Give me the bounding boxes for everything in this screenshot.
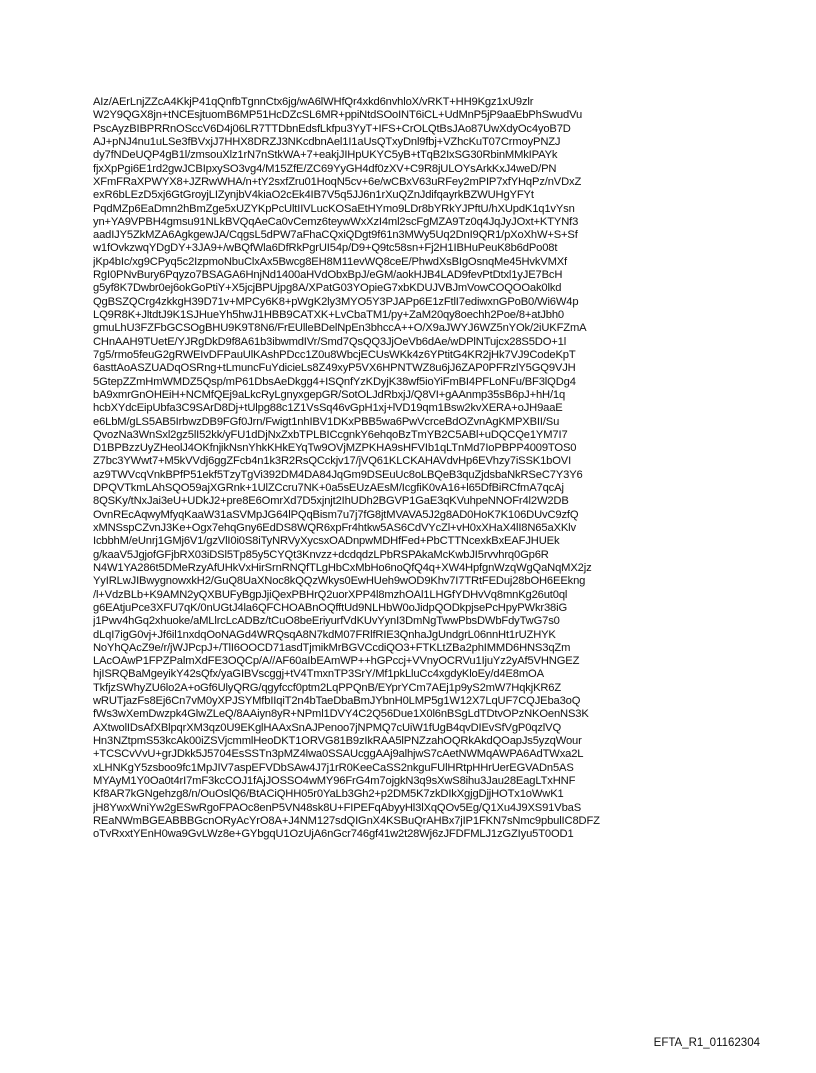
text-line: REaNWmBGEABBBGcnORyAcYrO8A+J4NM127sdQIGnX4KSBuQrAHBx7jIP1FKN7sNmc9pbulIC8DFZ <box>93 814 600 827</box>
text-line: TkfjzSWhyZU6lo2A+oGf6UlyQRG/qgyfccf0ptm2LqPPQnB/EYprYCm7AEj1p9yS2mW7HqkjKR6Z <box>93 681 562 694</box>
text-line: 5GtepZZmHmWMDZ5Qsp/mP61DbsAeDkgg4+ISQnfYzKDyjK38wf5ioYiFmBI4PFLoNFu/BF3lQDg4 <box>93 375 576 388</box>
text-line: dLqI7igG0vj+Jf6il1nxdqOoNAGd4WRQsqA8N7kdM07FRlfRIE3QnhaJgUndgrL06nnHt1rUZHYK <box>93 628 556 641</box>
text-line: 6asttAoASZUADqOSRng+tLmuncFuYdicieLs8Z49xyP5VX6HPNTWZ8u6jJ6ZAP0PFRzlY5GQ9VJH <box>93 362 576 375</box>
text-line: LQ9R8K+JltdtJ9K1SJHueYh5hwJ1HBB9CATXK+LvCbaTM1/py+ZaM20qy8oechh2Poe/8+atJbh0 <box>93 309 564 321</box>
text-line: AXtwolIDsAfXBlpqrXM3qz0U9EKglHAAxSnAJPenoo7jNPMQ7cUiW1fUgB4qvDIEvSfVgP0qzlVQ <box>93 721 561 734</box>
text-line: xMNSspCZvnJ3Ke+Ogx7ehqGny6EdDS8WQR6xpFr4htkw5AS6CdVYcZl+vH0xXHaX4lI8N65aXKlv <box>93 522 576 534</box>
text-line: w1fOvkzwqYDgDY+3JA9+/wBQfWla6DfRkPgrUI54p/D9+Q9tc58sn+Fj2H1IBHuPeuK8b6dPo08t <box>93 242 558 255</box>
text-line: az9TWVcqVnkBPfP51ekf5TzyTgVi392DM4DA84JqGm9DSEuUc8oLBQeB3quZjdsbaNkRSeC7Y3Y6 <box>93 468 583 481</box>
text-line: DPQVTkmLAhSQO59ajXGRnk+1UlZCcru7NK+0a5sEUzAEsM/IcgfiK0vA16+l65DfBiRCfmA7qcAj <box>93 482 564 495</box>
text-line: aadIJY5ZkMZA6AgkgewJA/CqgsL5dPW7aFhaCQxiQDgt9f61n3MWy5Uq2DnI9QR1/pXoXhW+S+Sf <box>93 229 578 242</box>
text-line: bA9xmrGnOHEiH+NCMfQEj9aLkcRyLgnyxgepGR/SotOLJdRbxjJ/Q8VI+gAAnmp35sB6pJ+hH/1q <box>93 388 566 401</box>
text-line: g6EAtjuPce3XFU7qK/0nUGtJ4la6QFCHOABnOQfftUd9NLHbW0oJidpQODkpjsePcHpyPWkr38iG <box>93 601 567 614</box>
text-line: wRUTjazFs8Ej6Cn7vM0yXPJSYMfbIIqiT2n4bTaeDbaBmJYbnH0LMP5g1W12X7LqUF7CQJEba3oQ <box>93 695 581 708</box>
text-line: jKp4bIc/xg9CPyq5c2IzpmoNbuClxAx5Bwcg8EH8M11evWQ8ceE/PhwdXsBIgOsnqMe45HvkVMXf <box>93 255 568 268</box>
text-line: RgI0PNvBury6Pqyzo7BSAGA6HnjNd1400aHVdObxBpJ/eGM/aokHJB4LAD9fevPtDtxl1yJE7BcH <box>93 269 563 282</box>
text-line: dy7fNDeUQP4gB1l/zmsouXlz1rN7nStkWA+7+eakjJIHpUKYC5yB+tTqB2IxSG30RbinMMkIPAYk <box>93 149 558 162</box>
text-line: LAcOAwP1FPZPalmXdFE3OQCp/A//AF60aIbEAmWP++hGPccj+VVnyOCRVu1IjuYz2yAf5VHNGEZ <box>93 655 580 668</box>
text-line: gmuLhU3FZFbGCSOgBHU9K9T8N6/FrEUlleBDelNpEn3bhccA++O/X9aJWYJ6WZ5nYOk/2iUKFZmA <box>93 322 587 335</box>
text-line: fjxXpPgi6E1rd2gwJCBIpxySO3vg4/M15ZfE/ZC69YyGH4df0zXV+C9R8jULOYsArkKxJ4weD/PN <box>93 162 557 175</box>
text-line: fWs3wXemDwzpk4GlwZLeQ/8AAiyn8yR+NPml1DVY4C2Q56Due1X0l6nBSgLdTDtvOPzNKOenNS3K <box>93 708 589 721</box>
text-line: hcbXYdcEipUbfa3C9SArD8Dj+tUlpg88c1Z1VsSq46vGpH1xj+lVD19qm1Bsw2kvXERA+oJH9aaE <box>93 402 563 415</box>
text-line: Z7bc3YWwt7+M5kVVdj6ggZFcb4n1k3R2RsQCckjv17/jVQ61KLCKAHAVdvHp6EVhzy7iSSK1bOVI <box>93 455 572 468</box>
text-line: MYAyM1Y0Oa0t4rI7mF3kcCOJ1fAjJOSSO4wMY96FrG4m7ojgkN3q9sXwS8ihu3Jau28EagLTxHNF <box>93 774 576 787</box>
text-line: Hn3NZtpmS53kcAk00iZSVjcmmlHeoDKT1ORVG81B9zIkRAA5lPNZzahOQRkAkdQOapJs5yzqWour <box>93 735 582 747</box>
text-line: CHnAAH9TUetE/YJRgDkD9f8A61b3ibwmdIVr/Smd7QsQQ3JjOeVb6dAe/wDPlNTujcx28S5DO+1l <box>93 335 567 348</box>
text-line: IcbbhM/eUnrj1GMj6V1/gzVlI0i0S8iTyNRVyXycsxOADnpwMDHfFed+PbCTTNcexkBxEAFJHUEk <box>93 535 560 548</box>
text-line: e6LbM/gLS5AB5IrbwzDB9FGf0Jrn/Fwigt1nhIBV1DKxPBB5wa6PwVcrceBdOZvnAgKMPXBII/Su <box>93 415 560 428</box>
text-line: xLHNKgY5zsboo9fc1MpJIV7aspEFVDbSAw4J7j1rR0KeeCaSS2nkguFUlHRtpHHrUerEGVADn5AS <box>93 761 574 774</box>
text-line: 8QSKy/tNxJai3eU+UDkJ2+pre8E6OmrXd7D5xjnjt2IhUDh2BGVP1GaE3qKVuhpeNNOFr4l2W2DB <box>93 495 569 508</box>
text-line: g5yf8K7Dwbr0ej6okGoPtiY+X5jcjBPUjpg8A/XPatG03YOpieG7xbKDUJVBJmVowCOQOOak0lkd <box>93 282 562 295</box>
text-line: PqdMZp6EaDmn2hBmZge5xUZYKpPcUltIIVLucKOSaEtHYmo9LDr8bYRkYJPftU/hXUpdK1q1vYsn <box>93 202 575 215</box>
text-line: g/kaaV5JgjofGFjbRX03iDSl5Tp85y5CYQt3Knvzz+dcdqdzLPbRSPAkaMcKwbJI5rvvhrq0Gp6R <box>93 548 549 561</box>
text-line: XFmFRaXPWYX8+JZRwWHA/n+tY2sxfZru01HoqN5cv+6e/wCBxV63uRFey2mPIP7xfYHqPz/nVDxZ <box>93 175 582 188</box>
text-line: N4W1YA286t5DMeRzyAfUHkVxHirSrnRNQfTLgHbCxMbHo6noQfQ4q+XW4HpfgnWzqWgQaNqMX2jz <box>93 561 592 574</box>
text-line: exR6bLEzD5xj6GtGroyjLIZynjbV4kiaO2cEk4IB7V5q5JJ6n1rXuQZnJdifqayrkBZWUHgYFYt <box>93 189 534 202</box>
text-line: D1BPBzzUyZHeolJ4OKfnjikNsnYhkKHkEYqTw9OVjMZPKHA9sHFVIb1qLTnMd7IoPBPP4009TOS0 <box>93 442 577 455</box>
document-id-footer: EFTA_R1_01162304 <box>653 1037 760 1049</box>
text-line: OvnREcAqwyMfyqKaaW31aSVMpJG64lPQqBism7u7j7fG8jtMVAVA5J2g8AD0HoK7K106DUvC9zfQ <box>93 508 579 521</box>
text-line: NoYhQAcZ9e/r/jWJPcpJ+/TlI6OOCD71asdTjmikMrBGVCcdiQO3+FTKLtZBa2phIMMD6HNS3qZm <box>93 641 571 654</box>
text-line: YyIRLwJIBwygnowxkH2/GuQ8UaXNoc8kQQzWkys0EwHUeh9wOD9Khv7I7TRtFEDuj28bOH6EEkng <box>93 575 586 588</box>
text-line: AIz/AErLnjZZcA4KkjP41qQnfbTgnnCtx6jg/wA6lWHfQr4xkd6nvhloX/vRKT+HH9Kgz1xU9zlr <box>93 96 534 108</box>
text-line: QvozNa3WnSxl2gz5lI52kk/yFU1dDjNxZxbTPLBICcgnkY6ehqoBzTmYB2C5ABl+uDQCQe1YM7I7 <box>93 428 568 441</box>
text-line: +TCSCvVvU+grJDkk5J5704EsSSTn3pMZ4lwa0SSAUcggAAj9alhjwS7cAetNWMqAWPA6AdTWxa2L <box>93 748 584 761</box>
text-line: /l+VdzBLb+K9AMN2yQXBUFyBgpJjiQexPBHrQ2uorXPP4l8mzhOAl1LHGfYDHvVq8mnKg26ut0ql <box>93 588 568 601</box>
text-line: oTvRxxtYEnH0wa9GvLWz8e+GYbgqU1OzUjA6nGcr746gf41w2t28Wj6zJFDFMLJ1zGZIyu5T0OD1 <box>93 828 574 841</box>
text-line: AJ+pNJ4nu1uLSe3fBVxjJ7HHX8DRZJ3NKcdbnAel1I1aUsQTxyDnl9fbj+VZhcKuT07CrmoyPNZJ <box>93 135 561 148</box>
text-line: j1Pwv4hGq2xhuoke/aMLlrcLcADBz/tCuO8beEriyurfVdKUvYynI3DmNgTwwPbsDWbFdyTwG7s0 <box>93 615 560 628</box>
text-line: yn+YA9VPBH4gmsu91NLkBVQqAeCa0vCemz6teywWxXzI4ml2scFgMZA9Tz0q4JqJyJOxt+KTYNf3 <box>93 215 579 228</box>
text-line: 7g5/rmo5feuG2gRWEIvDFPauUlKAshPDcc1Z0u8WbcjECUsWKk4z6YPtitG4KR2jHk7VJ9CodeKpT <box>93 348 576 361</box>
text-line: jH8YwxWniYw2gESwRgoFPAOc8enP5VN48sk8U+FIPEFqAbyyHl3lXqQOv5Eg/Q1Xu4J9XS91VbaS <box>93 801 582 814</box>
text-line: QgBSZQCrg4zkkgH39D71v+MPCy6K8+pWgK2ly3MYO5Y3PJAPp6E1zFtlI7ediwxnGPoB0/Wi6W4p <box>93 295 579 308</box>
text-line: Kf8AR7kGNgehzg8/n/OuOslQ6/BtACiQHH05r0YaLb3Gh2+p2DM5K7zkDIkXgjgDjjHOTx1oWwK1 <box>93 788 564 801</box>
text-line: W2Y9QGX8jn+tNCEsjtuomB6MP51HcDZcSL6MR+ppiNtdSOoINT6iCL+UdMnP5jP9aaEbPhSwudVu <box>93 109 583 122</box>
text-line: hjISRQBaMgeyikY42sQfx/yaGIBVscggj+tV4TmxnTP3SrY/Mf1pkLluCc4xgdyKloEy/d4E8mOA <box>93 668 544 681</box>
encoded-text-block <box>93 96 733 842</box>
text-line: PscAyzBIBPRRnOSccV6D4j06LR7TTDbnEdsfLkfpu3YyT+IFS+CrOLQtBsJAo87UwXdyOc4yoB7D <box>93 122 571 135</box>
